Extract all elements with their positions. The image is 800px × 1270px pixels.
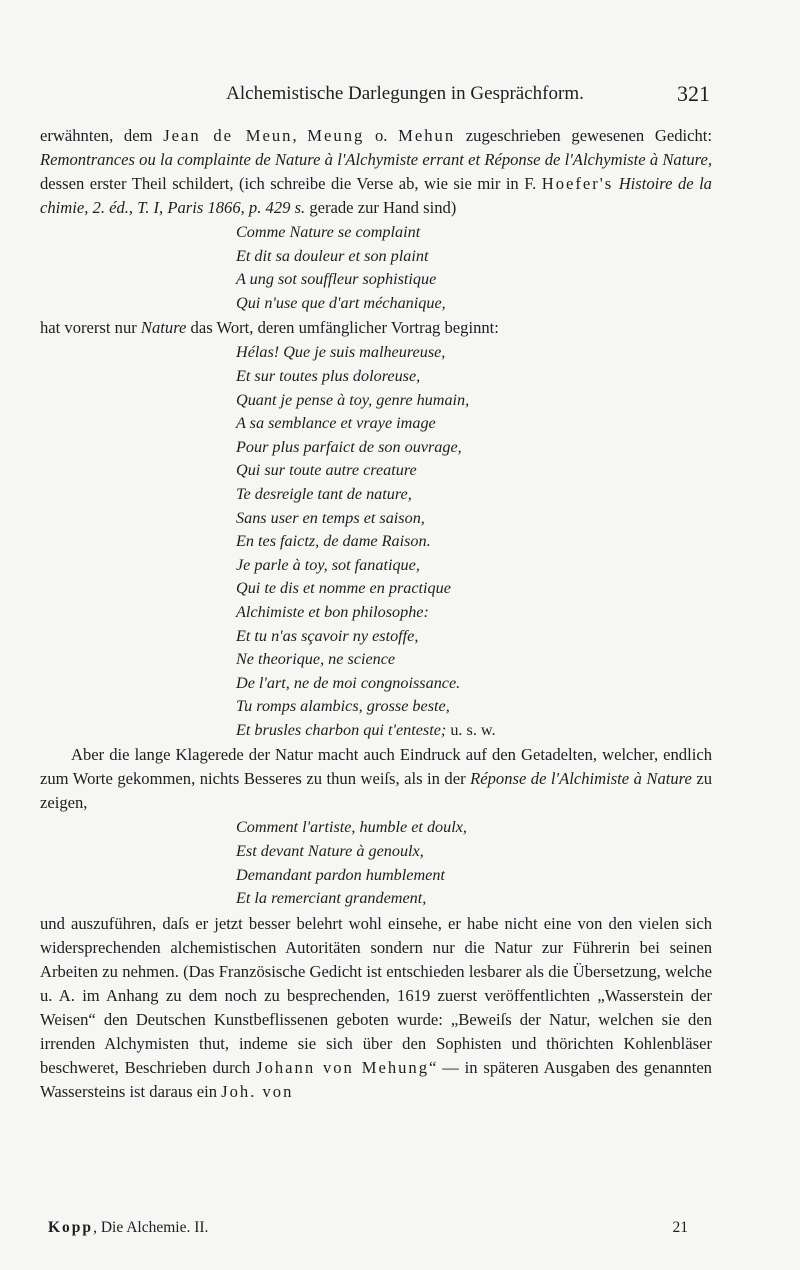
page-body	[40, 124, 712, 1104]
verse-line: Et sur toutes plus doloreuse,	[236, 366, 421, 385]
verse-line: Hélas! Que je suis malheureuse,	[236, 343, 446, 362]
text-run: gerade zur Hand sind)	[305, 198, 457, 217]
text-run: zu zeigen,	[40, 769, 712, 813]
author-name: Mehun	[398, 126, 456, 145]
paragraph-2	[40, 316, 712, 340]
text-run: erwähnten, dem	[40, 126, 164, 145]
work-title: Réponse de l'Alchimiste à Nature	[470, 769, 692, 789]
paragraph-3	[40, 743, 712, 815]
verse-block-2	[236, 341, 712, 742]
signature-mark: 21	[672, 1219, 688, 1236]
text-run: ,	[292, 126, 308, 145]
text-run: und auszuführen, daſs er jetzt besser belehrt wohl einsehe, er habe nicht eine von den vielen sich widersprechenden alchemistischen Autoritäten sondern nur die Natur zur Führerin bei seinen Arbeiten zu nehmen. (Das Französische Gedicht ist entschieden lesbarer als die Übersetzung, welche u. A. im Anhang zu dem noch zu besprechenden, 1619 zuerst veröffentlichten „Wasserstein der Weisen“ den Deutschen Kunstbeflissenen geboten wurde: „Beweiſs der Natur, welchen sie den irrenden Alchymisten thut, indeme sie sich über den Sophisten und thörichten Kohlenbläser beschweret, Beschrieben durch	[40, 913, 712, 1077]
text-run: “ — in späteren Ausgaben des genannten Wassersteins ist daraus ein	[40, 1057, 712, 1101]
author-name: Hoefer's	[541, 174, 614, 193]
running-title: Alchemistische Darlegungen in Gesprächform.	[226, 83, 584, 104]
verse-line: Ne theorique, ne science	[236, 650, 396, 669]
text-run: dessen erster Theil schildert, (ich schreibe die Verse ab, wie sie mir in F.	[40, 174, 542, 193]
author-name: Johann von Mehung	[256, 1057, 430, 1077]
author-name: Joh. von	[221, 1081, 294, 1101]
citation: Histoire de la chimie, 2. éd., T. I, Paris 1866, p. 429 s.	[40, 174, 712, 217]
footer-title: , Die Alchemie. II.	[93, 1219, 209, 1236]
verse-block-3	[236, 816, 712, 910]
verse-line: En tes faictz, de dame Raison.	[236, 532, 431, 551]
footer-author: Kopp	[48, 1219, 94, 1236]
verse-line: Et tu n'as sçavoir ny estoffe,	[236, 626, 419, 645]
paragraph-1	[40, 124, 712, 220]
verse-line: Et la remerciant grandement,	[236, 889, 427, 908]
page-number: 321	[677, 81, 710, 106]
verse-line: Comme Nature se complaint	[236, 223, 421, 241]
page-footer	[48, 1218, 688, 1238]
verse-line: Qui te dis et nomme en practique	[236, 579, 451, 598]
verse-line: Qui n'use que d'art méchanique,	[236, 293, 446, 312]
verse-line: Te desreigle tant de nature,	[236, 484, 412, 503]
verse-line: A sa semblance et vraye image	[236, 414, 436, 433]
verse-line: Demandant pardon humblement	[236, 865, 445, 884]
verse-line: Comment l'artiste, humble et doulx,	[236, 818, 467, 837]
verse-line: Je parle à toy, sot fanatique,	[236, 555, 420, 574]
verse-line: Qui sur toute autre creature	[236, 461, 417, 480]
verse-text: Et brusles charbon qui t'enteste;	[236, 720, 447, 739]
work-title: Remontrances ou la complainte de Nature à l'Alchymiste errant et Réponse de l'Alchymiste à Nature,	[40, 150, 712, 169]
running-header	[60, 82, 710, 106]
text-run: das Wort, deren umfänglicher Vortrag beginnt:	[186, 318, 499, 338]
author-name: Jean de Meun	[163, 126, 293, 145]
verse-line: A ung sot souffleur sophistique	[236, 270, 437, 289]
verse-line: Tu romps alambics, grosse beste,	[236, 697, 450, 716]
verse-block-1	[236, 221, 712, 315]
paragraph-4	[40, 912, 712, 1104]
verse-line: Est devant Nature à genoulx,	[236, 842, 424, 861]
text-run: zugeschrieben gewesenen Gedicht:	[455, 126, 713, 145]
verse-line: De l'art, ne de moi congnoissance.	[236, 673, 461, 692]
verse-line: Quant je pense à toy, genre humain,	[236, 390, 470, 409]
verse-line: Pour plus parfaict de son ouvrage,	[236, 437, 462, 456]
emphasis: Nature	[140, 318, 187, 338]
verse-line-last	[236, 719, 712, 743]
text-run: hat vorerst nur	[40, 318, 141, 338]
author-name: Meung	[307, 126, 365, 145]
verse-tail: u. s. w.	[446, 720, 496, 739]
verse-line: Et dit sa douleur et son plaint	[236, 246, 429, 265]
verse-line: Sans user en temps et saison,	[236, 508, 425, 527]
text-run: o.	[364, 126, 399, 145]
text-run: Aber die lange Klagerede der Natur macht auch Eindruck auf den Getadelten, welcher, endlich zum Worte gekommen, nichts Besseres zu thun weiſs, als in der	[40, 745, 712, 789]
verse-line: Alchimiste et bon philosophe:	[236, 602, 429, 621]
